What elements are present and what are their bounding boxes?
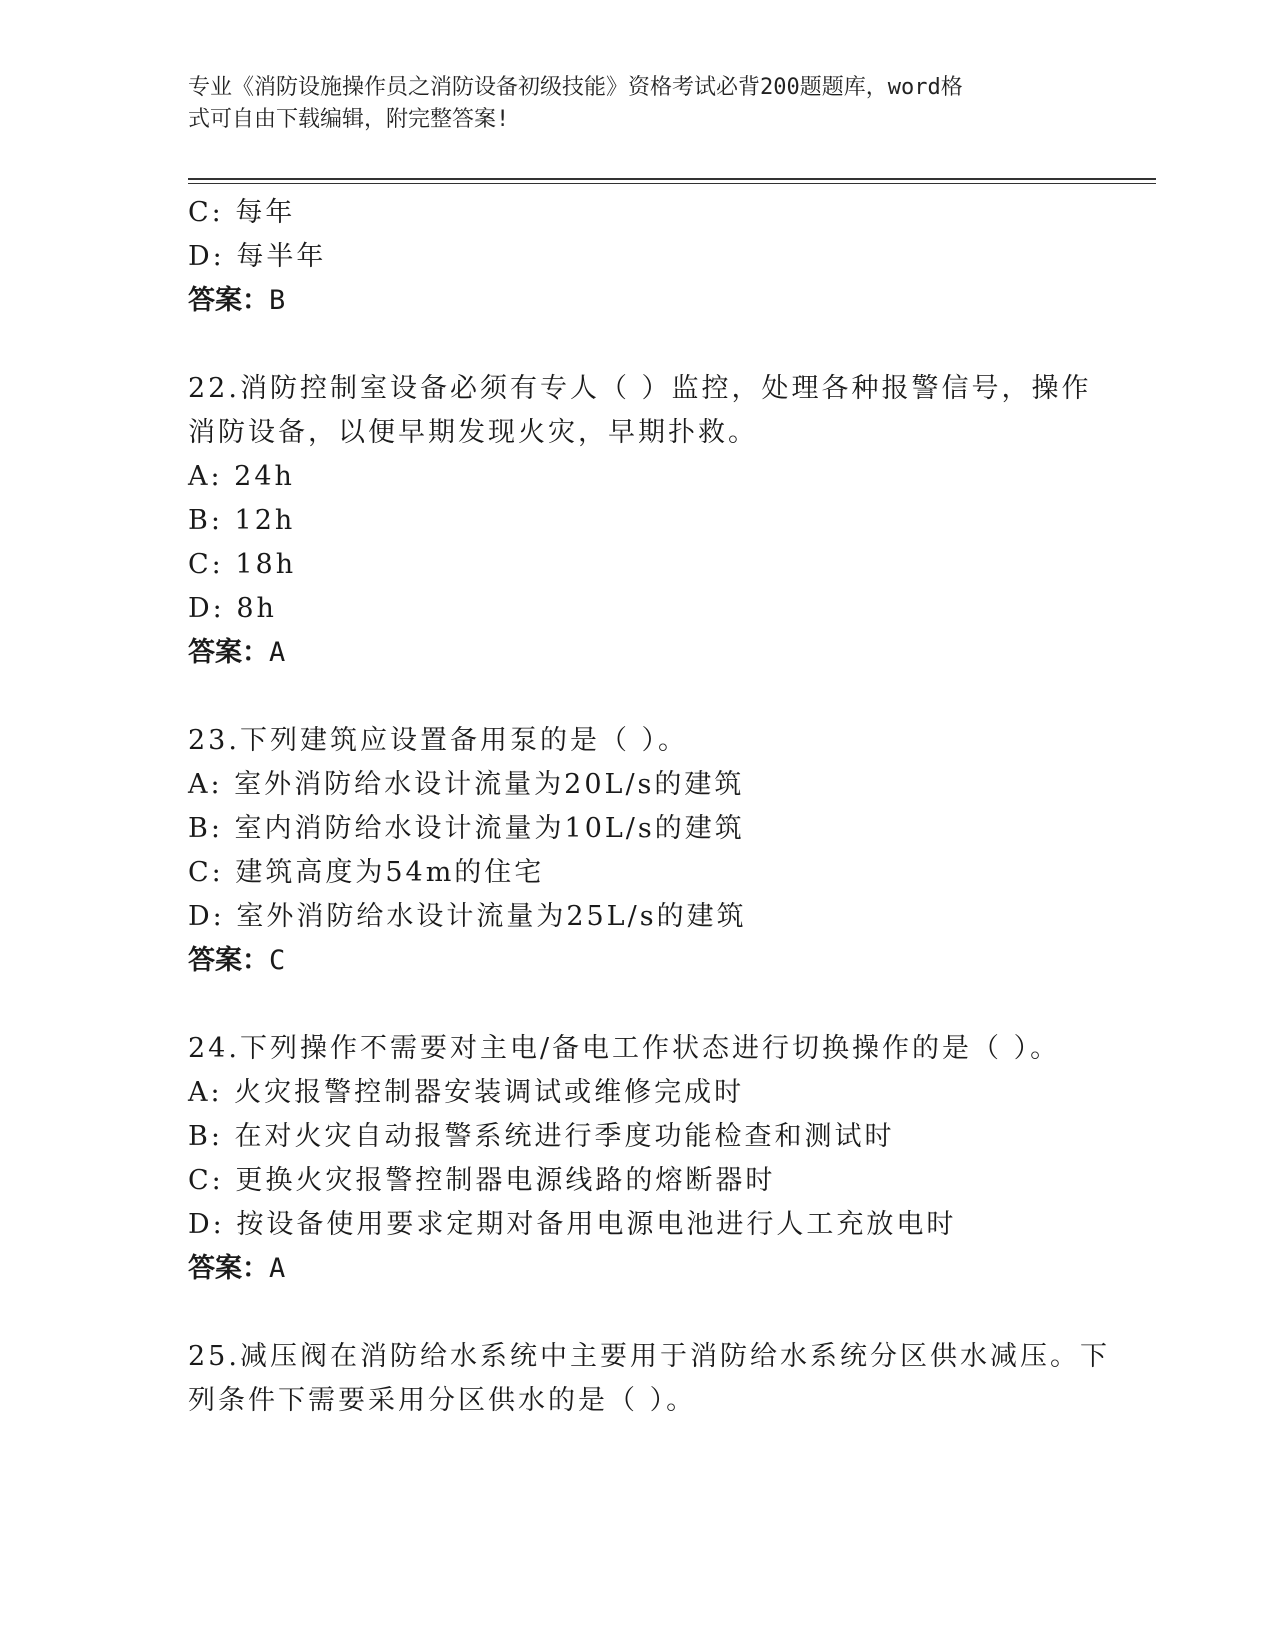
- answer-label: 答案：: [188, 1253, 269, 1284]
- q23-option-d: D: 室外消防给水设计流量为25L/s的建筑: [188, 901, 747, 932]
- q24-option-b: B: 在对火灾自动报警系统进行季度功能检查和测试时: [188, 1121, 895, 1152]
- q24-stem: 24.下列操作不需要对主电/备电工作状态进行切换操作的是（ ）。: [188, 1033, 1061, 1064]
- q22-stem-line-2: 消防设备，以便早期发现火灾，早期扑救。: [188, 417, 758, 448]
- q23-stem: 23.下列建筑应设置备用泵的是（ ）。: [188, 725, 689, 756]
- q23-option-b: B: 室内消防给水设计流量为10L/s的建筑: [188, 813, 745, 844]
- q24-option-c: C: 更换火灾报警控制器电源线路的熔断器时: [188, 1165, 776, 1196]
- answer-value: C: [269, 945, 286, 976]
- header-divider-thick: [188, 178, 1156, 180]
- document-header: [188, 72, 1078, 136]
- q22-option-d: D: 8h: [188, 593, 277, 624]
- q24-answer: [188, 1251, 285, 1287]
- q25-stem-line-2: 列条件下需要采用分区供水的是（ ）。: [188, 1385, 697, 1416]
- header-line-1: 专业《消防设施操作员之消防设备初级技能》资格考试必背200题题库，word格: [188, 75, 963, 100]
- q23-option-c: C: 建筑高度为54m的住宅: [188, 857, 545, 888]
- q22-option-b: B: 12h: [188, 505, 296, 536]
- q21-option-c: C: 每年: [188, 197, 296, 228]
- q24-option-a: A: 火灾报警控制器安装调试或维修完成时: [188, 1077, 745, 1108]
- q25-stem-line-1: 25.减压阀在消防给水系统中主要用于消防给水系统分区供水减压。下: [188, 1341, 1110, 1372]
- q22-stem-line-1: 22.消防控制室设备必须有专人（ ）监控，处理各种报警信号，操作: [188, 373, 1092, 404]
- q23-option-a: A: 室外消防给水设计流量为20L/s的建筑: [188, 769, 745, 800]
- answer-value: B: [269, 285, 286, 316]
- answer-label: 答案：: [188, 637, 269, 668]
- header-line-2: 式可自由下载编辑，附完整答案!: [188, 107, 510, 132]
- q22-option-c: C: 18h: [188, 549, 297, 580]
- answer-label: 答案：: [188, 945, 269, 976]
- q23-answer: [188, 943, 285, 979]
- q21-answer: [188, 283, 285, 319]
- answer-value: A: [269, 637, 286, 668]
- q24-option-d: D: 按设备使用要求定期对备用电源电池进行人工充放电时: [188, 1209, 957, 1240]
- header-divider-thin: [188, 183, 1156, 184]
- q22-option-a: A: 24h: [188, 461, 295, 492]
- answer-value: A: [269, 1253, 286, 1284]
- q22-answer: [188, 635, 285, 671]
- q21-option-d: D: 每半年: [188, 241, 327, 272]
- answer-label: 答案：: [188, 285, 269, 316]
